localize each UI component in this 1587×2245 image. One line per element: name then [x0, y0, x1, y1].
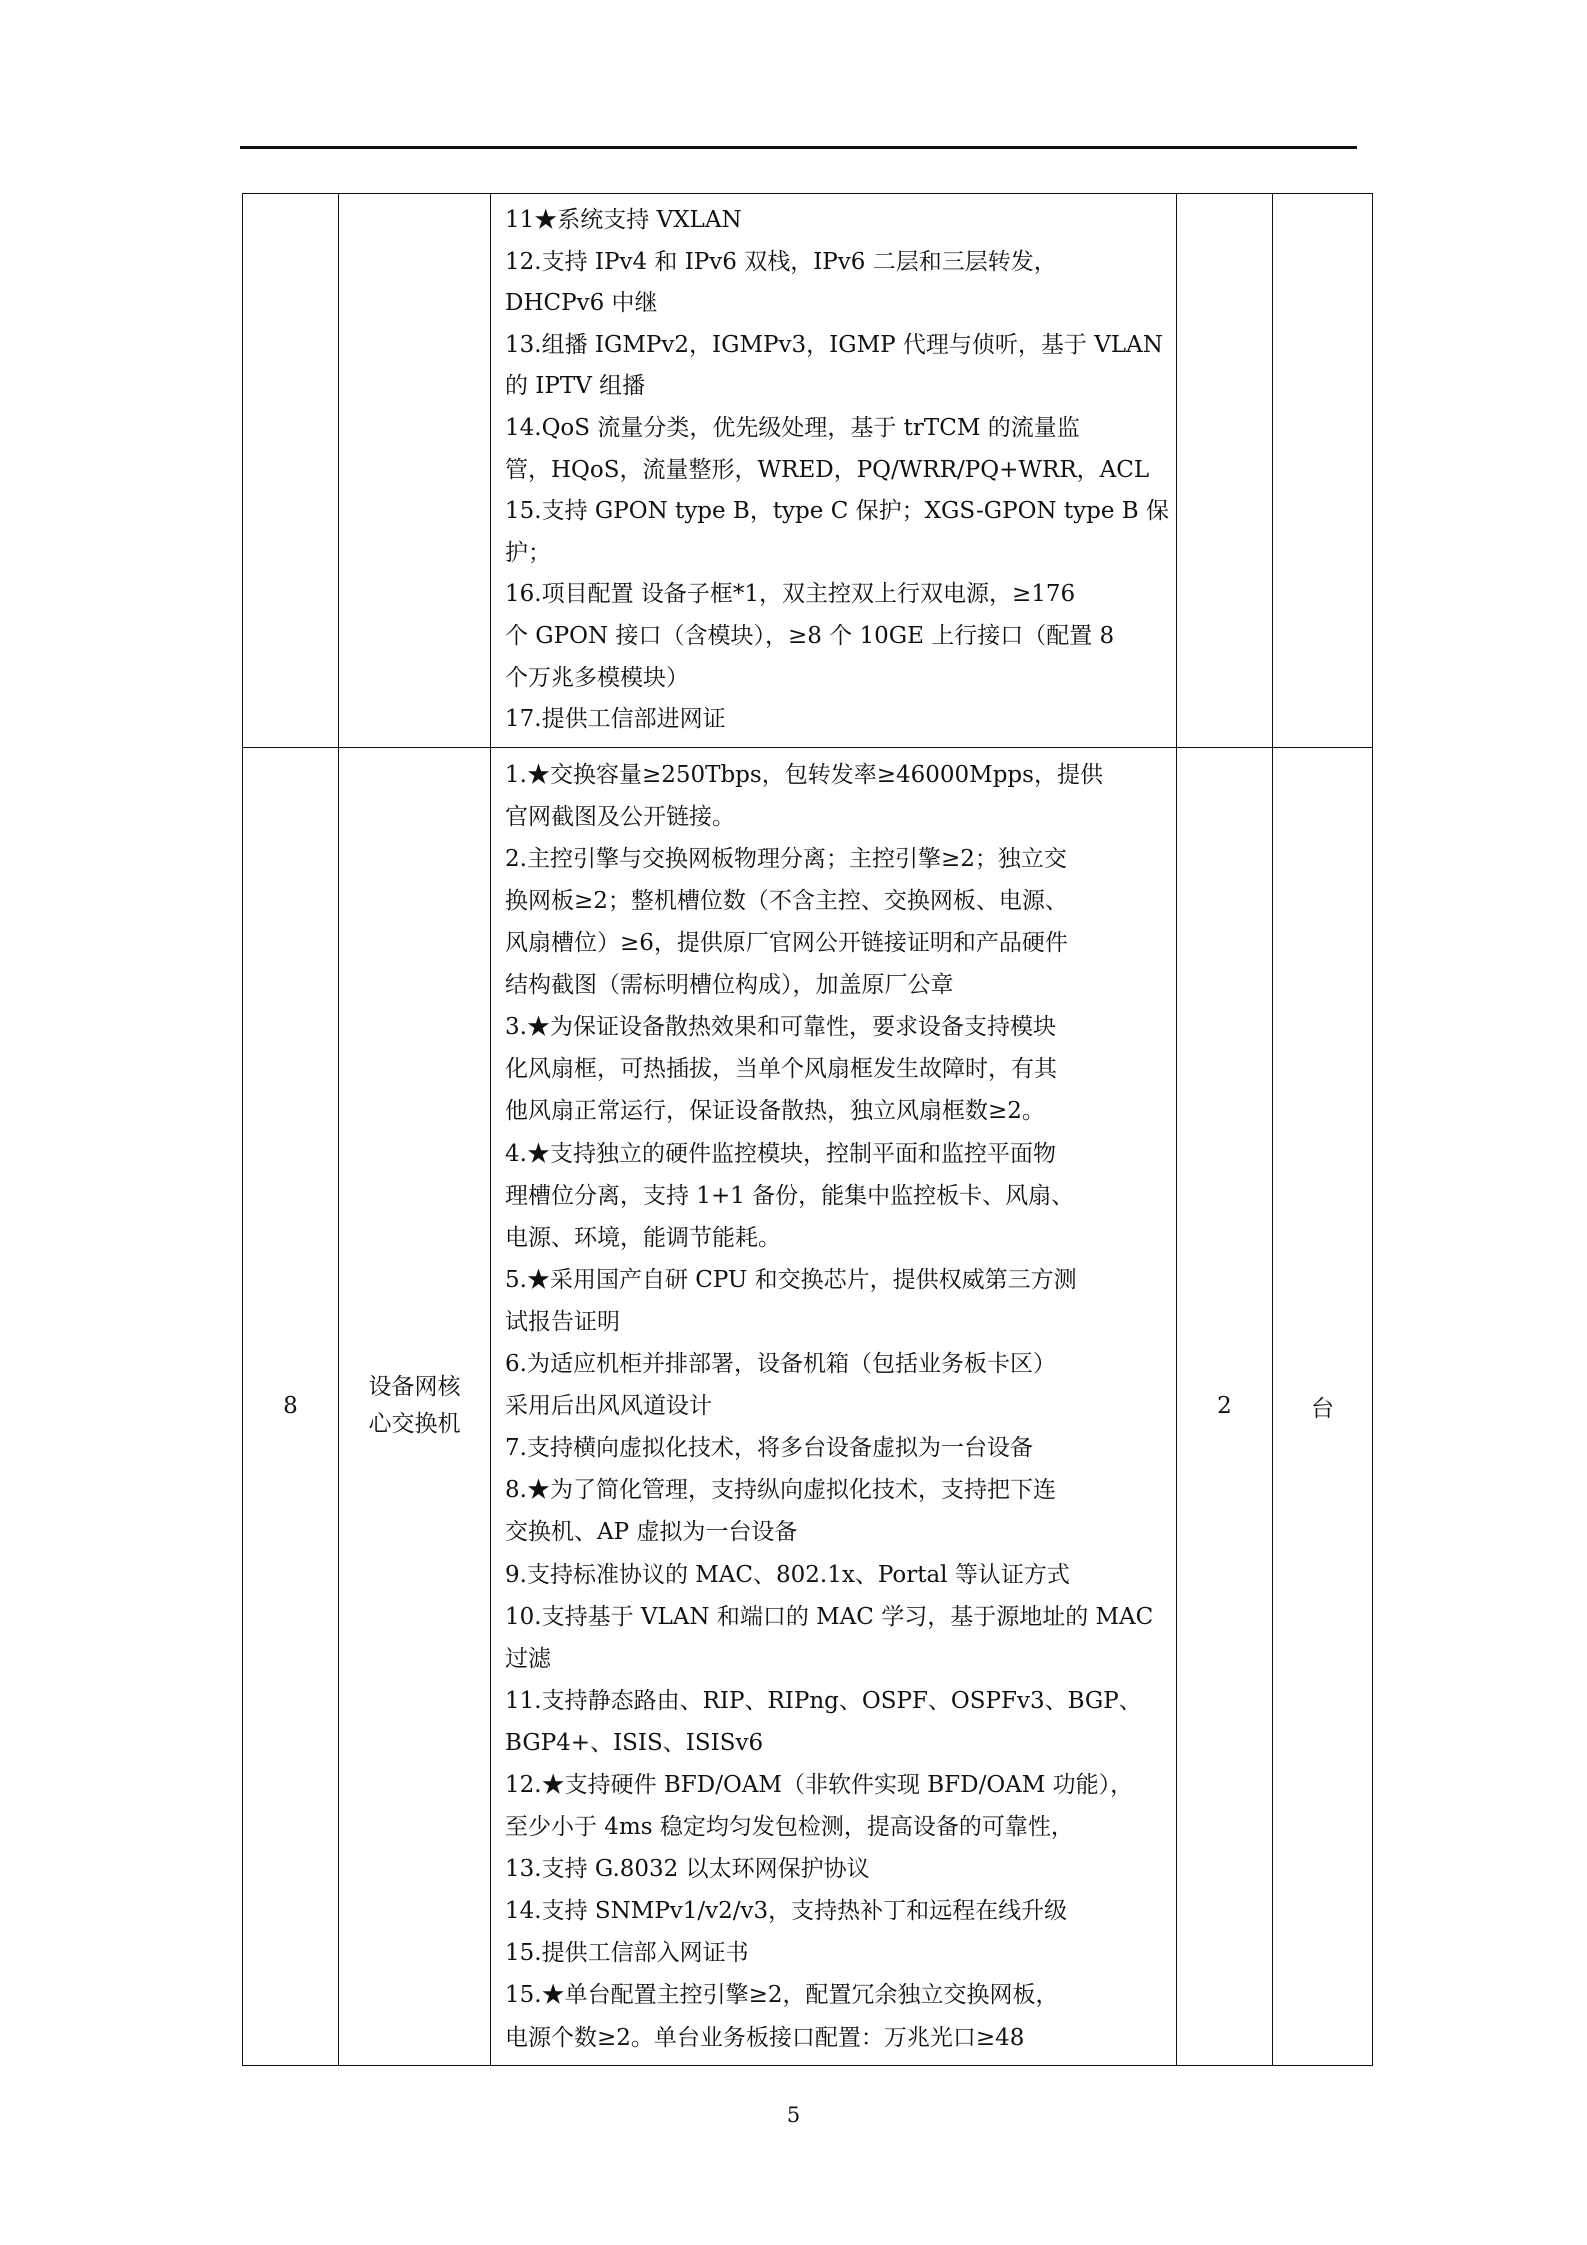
item-unit: 台: [1273, 747, 1373, 2065]
requirement-line: 7.支持横向虚拟化技术，将多台设备虚拟为一台设备: [505, 1435, 1033, 1462]
item-name-cell: [339, 747, 491, 2065]
table-row-continued: [243, 194, 1373, 748]
cell-name: [339, 194, 491, 748]
item-number: 8: [243, 747, 339, 2065]
requirement-line: 至少小于 4ms 稳定均匀发包检测，提高设备的可靠性，: [505, 1814, 1074, 1841]
page-number: 5: [786, 2103, 801, 2127]
requirement-line: 采用后出风风道设计: [505, 1393, 712, 1420]
requirement-line: 17.提供工信部进网证: [505, 706, 726, 733]
header-rule: [240, 146, 1357, 149]
requirement-line: BGP4+、ISIS、ISISv6: [505, 1729, 764, 1756]
cell-quantity: [1177, 194, 1273, 748]
item-name-line2: 心交换机: [368, 1411, 461, 1438]
requirement-line: 8.★为了简化管理，支持纵向虚拟化技术，支持把下连: [505, 1477, 1056, 1504]
requirement-line: 1.★交换容量≥250Tbps，包转发率≥46000Mpps，提供: [505, 761, 1103, 788]
requirement-line: 10.支持基于 VLAN 和端口的 MAC 学习，基于源地址的 MAC: [505, 1603, 1154, 1630]
requirement-line: 4.★支持独立的硬件监控模块，控制平面和监控平面物: [505, 1140, 1056, 1167]
item-name: [355, 1369, 475, 1443]
cell-requirements: [491, 194, 1177, 748]
requirement-line: 6.为适应机柜并排部署，设备机箱（包括业务板卡区）: [505, 1351, 1056, 1378]
requirement-line: 换网板≥2；整机槽位数（不含主控、交换网板、电源、: [505, 888, 1068, 914]
requirement-line: 3.★为保证设备散热效果和可靠性，要求设备支持模块: [505, 1014, 1056, 1041]
cell-unit: [1273, 194, 1373, 748]
cell-number: [243, 194, 339, 748]
requirement-line: 13.支持 G.8032 以太环网保护协议: [505, 1856, 870, 1883]
requirement-line: 9.支持标准协议的 MAC、802.1x、Portal 等认证方式: [505, 1561, 1070, 1588]
requirement-line: 15.★单台配置主控引擎≥2，配置冗余独立交换网板，: [505, 1982, 1059, 2009]
requirement-line: 的 IPTV 组播: [505, 373, 646, 400]
requirement-line: 交换机、AP 虚拟为一台设备: [505, 1519, 798, 1546]
requirement-line: 电源、环境，能调节能耗。: [505, 1224, 781, 1251]
requirement-line: 风扇槽位）≥6，提供原厂官网公开链接证明和产品硬件: [505, 930, 1068, 957]
requirement-line: 11.支持静态路由、RIP、RIPng、OSPF、OSPFv3、BGP、: [505, 1687, 1142, 1714]
requirements-list: [491, 194, 1176, 747]
item-name-line1: 设备网核: [368, 1374, 461, 1401]
requirement-line: 2.主控引擎与交换网板物理分离；主控引擎≥2；独立交: [505, 845, 1067, 872]
requirement-line: 结构截图（需标明槽位构成），加盖原厂公章: [505, 972, 954, 999]
requirement-line: 个 GPON 接口（含模块），≥8 个 10GE 上行接口（配置 8: [505, 622, 1115, 649]
requirement-line: 理槽位分离，支持 1+1 备份，能集中监控板卡、风扇、: [505, 1182, 1075, 1209]
item-quantity: 2: [1177, 747, 1273, 2065]
requirement-line: 15.提供工信部入网证书: [505, 1940, 749, 1967]
requirement-line: 电源个数≥2。单台业务板接口配置：万兆光口≥48: [505, 2024, 1025, 2051]
requirement-line: 12.★支持硬件 BFD/OAM（非软件实现 BFD/OAM 功能），: [505, 1771, 1134, 1798]
requirement-line: 12.支持 IPv4 和 IPv6 双栈，IPv6 二层和三层转发，: [505, 248, 1057, 275]
requirement-line: 管，HQoS，流量整形，WRED，PQ/WRR/PQ+WRR，ACL: [505, 456, 1150, 483]
requirement-line: 试报告证明: [505, 1308, 620, 1335]
requirement-line: 他风扇正常运行，保证设备散热，独立风扇框数≥2。: [505, 1098, 1045, 1125]
table-row-item-8: [243, 747, 1373, 2065]
requirement-line: 个万兆多模模块）: [505, 664, 689, 691]
requirement-line: 14.QoS 流量分类，优先级处理，基于 trTCM 的流量监: [505, 414, 1080, 441]
requirement-line: 官网截图及公开链接。: [505, 803, 735, 830]
requirement-line: 13.组播 IGMPv2，IGMPv3，IGMP 代理与侦听，基于 VLAN: [505, 331, 1163, 358]
requirement-line: 16.项目配置 设备子框*1，双主控双上行双电源，≥176: [505, 581, 1076, 608]
requirement-line: 15.支持 GPON type B，type C 保护；XGS-GPON type B 保: [505, 498, 1169, 525]
requirement-line: 14.支持 SNMPv1/v2/v3，支持热补丁和远程在线升级: [505, 1898, 1068, 1925]
requirement-line: 化风扇框，可热插拔，当单个风扇框发生故障时，有其: [505, 1056, 1057, 1083]
cell-requirements: [491, 747, 1177, 2065]
requirements-list: [491, 748, 1176, 2065]
requirement-line: 11★系统支持 VXLAN: [505, 207, 742, 233]
requirement-line: 5.★采用国产自研 CPU 和交换芯片，提供权威第三方测: [505, 1266, 1077, 1293]
requirement-line: DHCPv6 中继: [505, 290, 658, 317]
requirement-line: 护；: [505, 539, 551, 566]
requirement-line: 过滤: [505, 1645, 551, 1672]
spec-table: [242, 193, 1373, 2066]
